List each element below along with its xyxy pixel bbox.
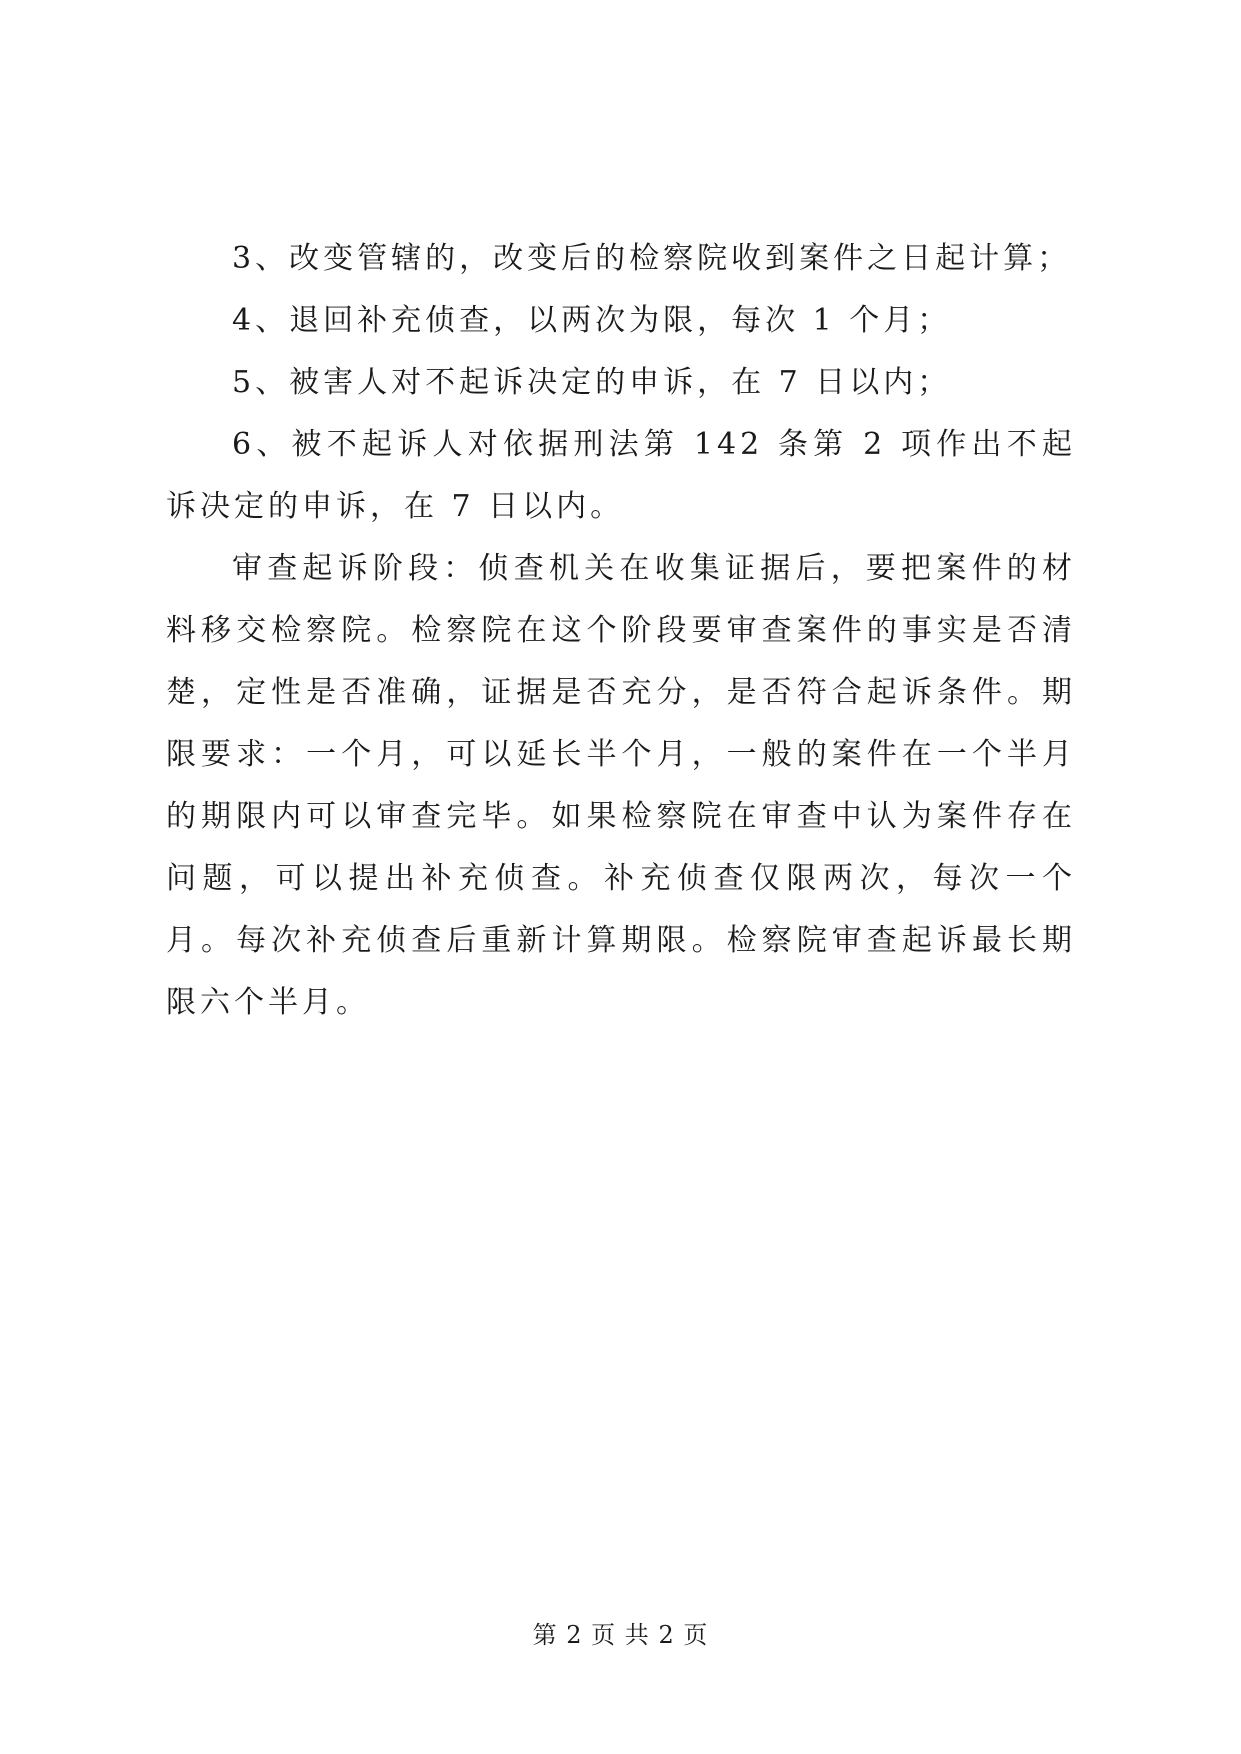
paragraph-item-5: 5、被害人对不起诉决定的申诉，在 7 日以内； <box>232 365 952 400</box>
document-body <box>166 228 1076 1034</box>
page-number-footer: 第 2 页 共 2 页 <box>532 1621 709 1649</box>
paragraph-item-6: 6、被不起诉人对依据刑法第 142 条第 2 项作出不起诉决定的申诉，在 7 日以内。 <box>166 427 1076 524</box>
paragraph-item-3: 3、改变管辖的，改变后的检察院收到案件之日起计算； <box>232 241 1072 276</box>
paragraph-review-stage: 审查起诉阶段：侦查机关在收集证据后，要把案件的材料移交检察院。检察院在这个阶段要审查案件的事实是否清楚，定性是否准确，证据是否充分，是否符合起诉条件。期限要求：一个月，可以延长半个月，一般的案件在一个半月的期限内可以审查完毕。如果检察院在审查中认为案件存在问题，可以提出补充侦查。补充侦查仅限两次，每次一个月。每次补充侦查后重新计算期限。检察院审查起诉最长期限六个半月。 <box>166 551 1076 1020</box>
paragraph-item-4: 4、退回补充侦查，以两次为限，每次 1 个月； <box>232 303 952 338</box>
